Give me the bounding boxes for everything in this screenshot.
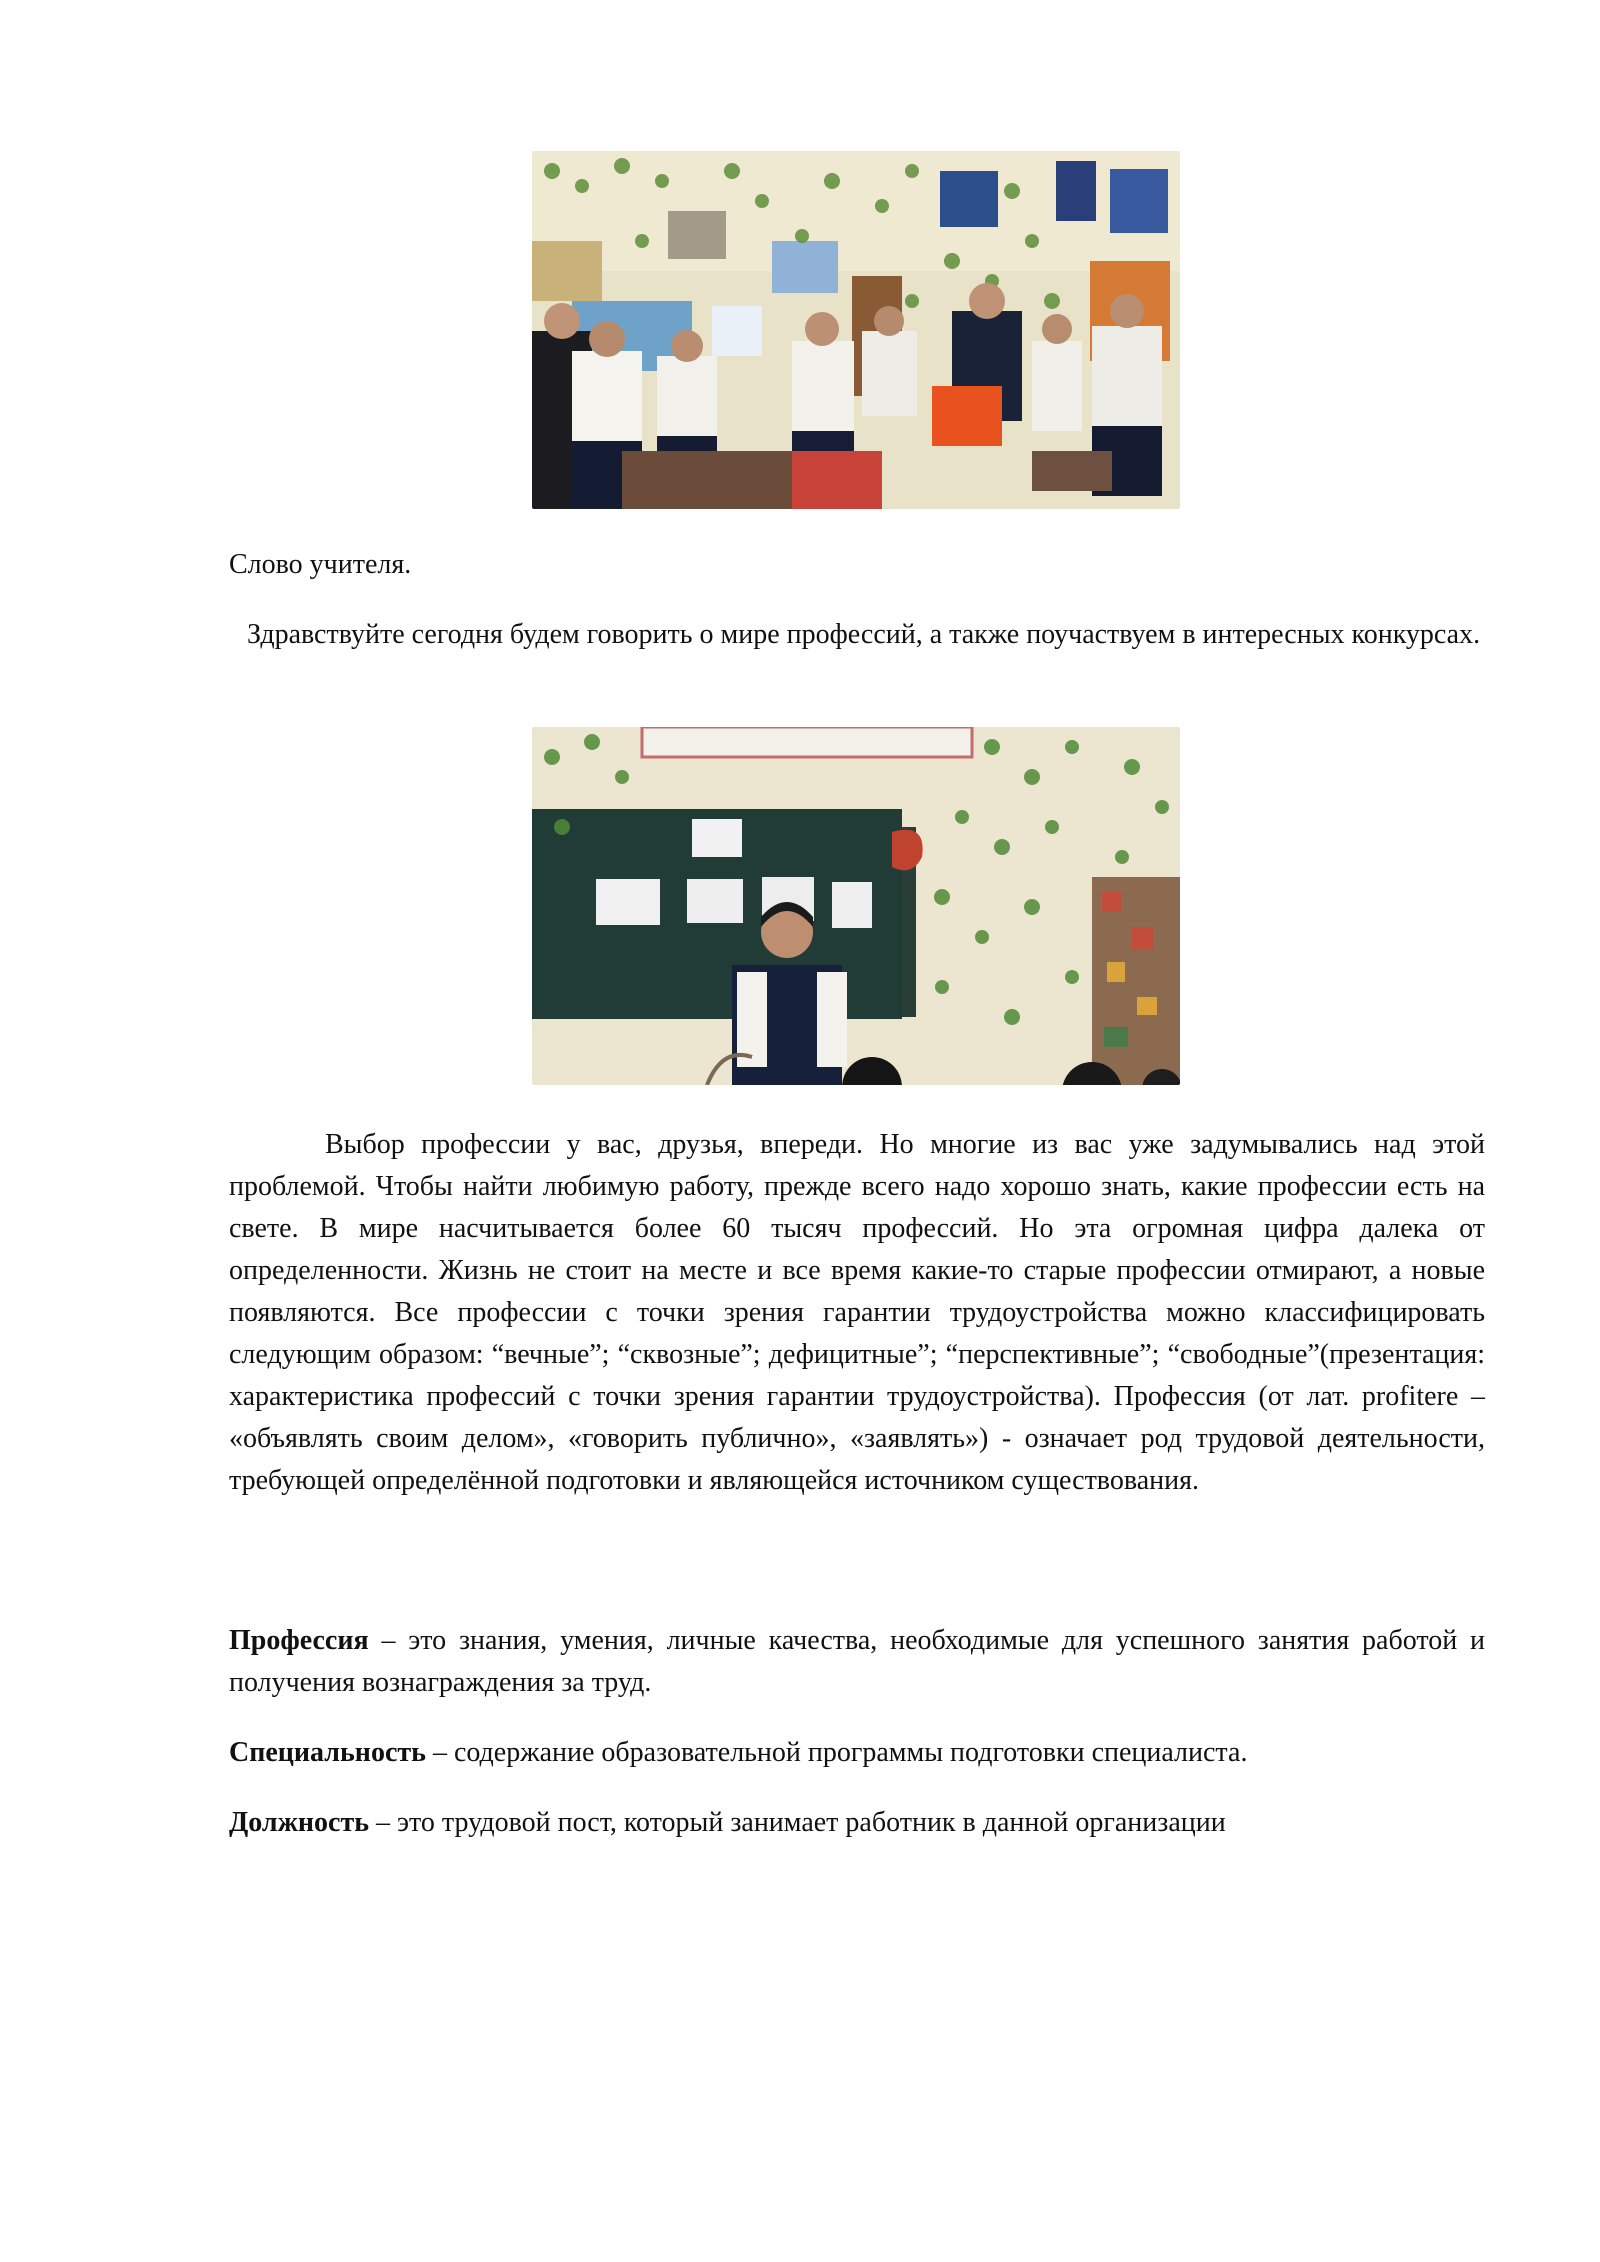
term-profession: Профессия (229, 1625, 369, 1656)
definition-profession-text: – это знания, умения, личные качества, необходимые для успешного занятия работой и получения вознаграждения за труд. (229, 1625, 1485, 1698)
definition-profession (229, 1620, 1485, 1704)
teacher-photo-image (532, 727, 1180, 1085)
definition-specialty-text: – содержание образовательной программы подготовки специалиста. (425, 1737, 1248, 1768)
class-photo-students (532, 151, 1180, 509)
main-paragraph: Выбор профессии у вас, друзья, впереди. Но многие из вас уже задумывались над этой проблемой. Чтобы найти любимую работу, прежде всего надо хорошо знать, какие профессии есть на свете. В мире насчитывается более 60 тысяч профессий. Но эта огромная цифра далека от определенности. Жизнь не стоит на месте и все время какие-то старые профессии отмирают, а новые появляются. Все профессии с точки зрения гарантии трудоустройства можно классифицировать следующим образом: “вечные”; “сквозные”; дефицитные”; “перспективные”; “свободные”(презентация: характеристика профессий с точки зрения гарантии трудоустройства). Профессия (от лат. profitere – «объявлять своим делом», «говорить публично», «заявлять») - означает род трудовой деятельности, требующей определённой подготовки и являющейся источником существования. (229, 1129, 1485, 1496)
definition-specialty (229, 1732, 1485, 1774)
students-photo-image (532, 151, 1180, 509)
definition-position (229, 1802, 1485, 1844)
term-specialty: Специальность (229, 1737, 426, 1768)
greeting-paragraph: Здравствуйте сегодня будем говорить о мире профессий, а также поучаствуем в интересных конкурсах. (247, 619, 1481, 650)
class-photo-teacher (532, 727, 1180, 1085)
definition-position-text: – это трудовой пост, который занимает работник в данной организации (369, 1807, 1226, 1838)
term-position: Должность (229, 1807, 370, 1838)
heading-teacher-word: Слово учителя. (229, 549, 412, 580)
